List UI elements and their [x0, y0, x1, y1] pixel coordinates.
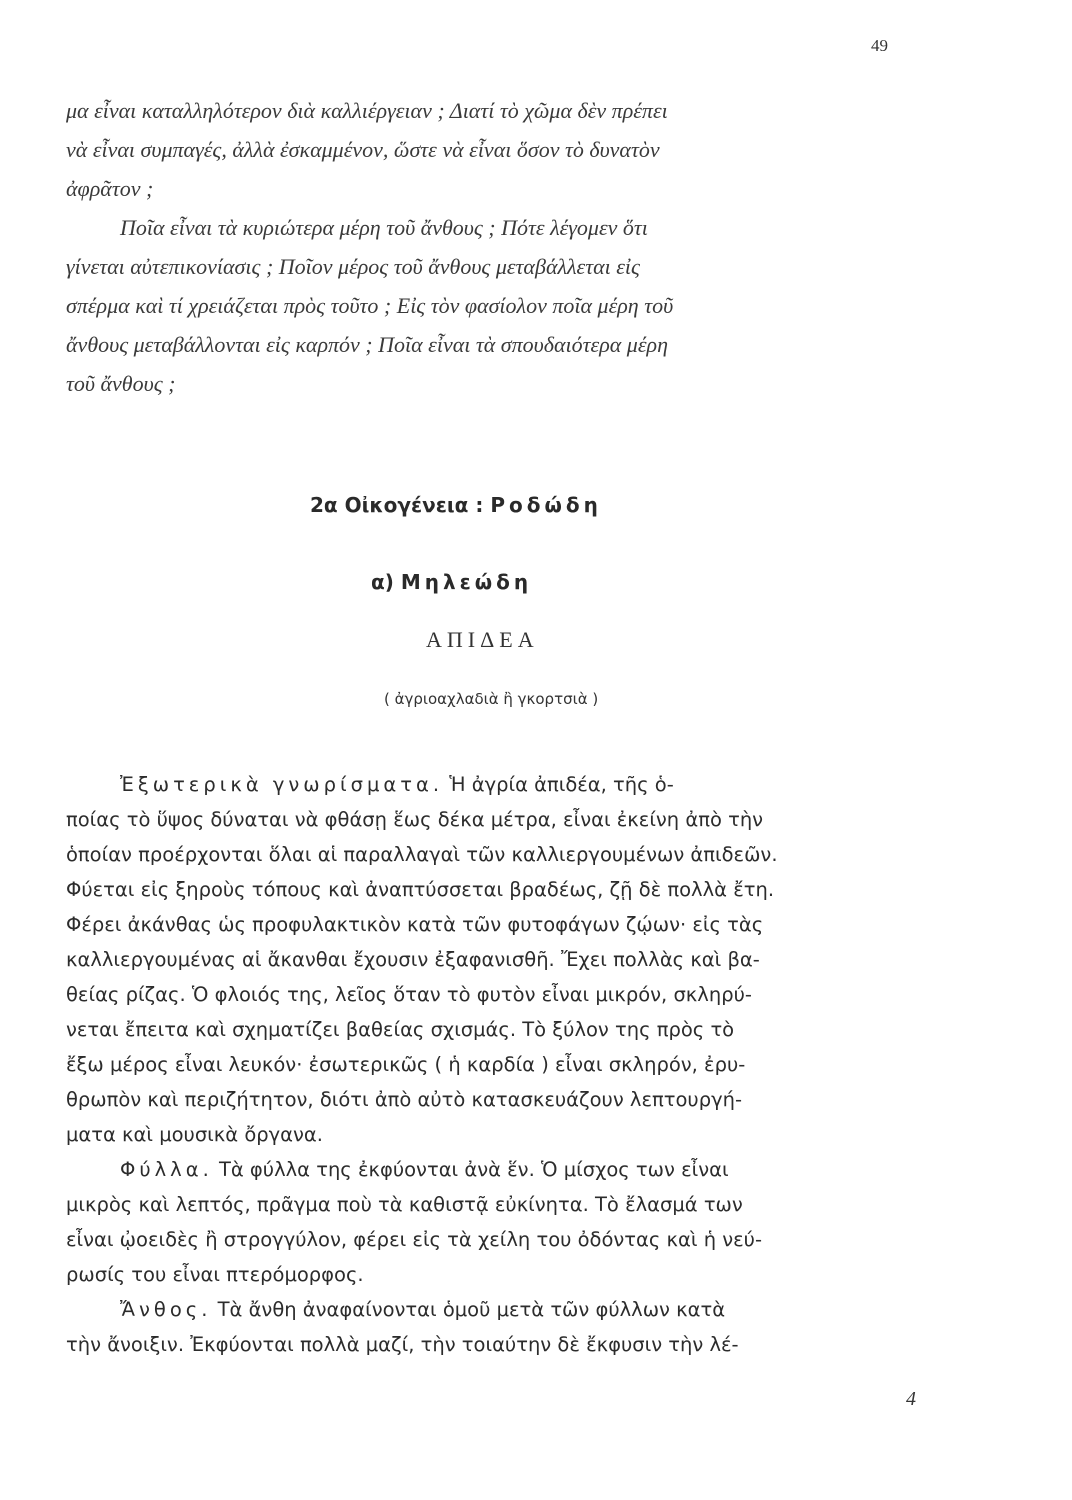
text-line: θρωπὸν καὶ περιζήτητον, διότι ἀπὸ αὐτὸ κατασκευάζουν λεπτουργή- [66, 1088, 743, 1111]
text-line: γίνεται αὐτεπικονίασις ; Ποῖον μέρος τοῦ ἄνθους μεταβάλλεται εἰς [66, 254, 640, 279]
subfamily-heading [371, 570, 532, 594]
text-line: τοῦ ἄνθους ; [66, 371, 176, 396]
text-line: ἔξω μέρος εἶναι λευκόν· ἐσωτερικῶς ( ἡ καρδία ) εἶναι σκληρόν, ἐρυ- [66, 1053, 746, 1076]
family-label: 2α Οἰκογένεια : [310, 493, 484, 517]
subfamily-name: Μηλεώδη [400, 570, 533, 594]
page-number: 49 [871, 36, 888, 55]
text-line: ἀφρᾶτον ; [66, 176, 154, 201]
external-features-heading: Ἐξωτερικὰ γνωρίσματα. [120, 773, 444, 796]
text-segment: Ἡ ἀγρία ἀπιδέα, τῆς ὁ- [443, 773, 674, 796]
family-name: Ροδώδη [490, 493, 602, 517]
text-segment: Τὰ φύλλα της ἐκφύονται ἀνὰ ἕν. Ὁ μίσχος των εἶναι [212, 1158, 729, 1181]
text-line: μικρὸς καὶ λεπτός, πρᾶγμα ποὺ τὰ καθιστᾷ εὐκίνητα. Τὸ ἔλασμά των [66, 1193, 743, 1216]
flower-heading: Ἄνθος. [120, 1298, 212, 1321]
text-line: Ποῖα εἶναι τὰ κυριώτερα μέρη τοῦ ἄνθους ; Πότε λέγομεν ὅτι [120, 215, 648, 240]
text-line: ματα καὶ μουσικὰ ὄργανα. [66, 1123, 323, 1146]
text-line: μα εἶναι καταλληλότερον διὰ καλλιέργειαν ; Διατί τὸ χῶμα δὲν πρέπει [66, 98, 668, 123]
family-heading [0, 493, 1072, 517]
text-line: ρωσίς του εἶναι πτερόμορφος. [66, 1263, 364, 1286]
text-line: ὁποίαν προέρχονται ὅλαι αἱ παραλλαγαὶ τῶν καλλιεργουμένων ἀπιδεῶν. [66, 843, 778, 866]
text-line: Φέρει ἀκάνθας ὡς προφυλακτικὸν κατὰ τῶν φυτοφάγων ζῴων· εἰς τὰς [66, 913, 764, 936]
common-names: ( ἀγριοαχλαδιὰ ἢ γκορτσιὰ ) [384, 690, 599, 708]
text-line: καλλιεργουμένας αἱ ἄκανθαι ἔχουσιν ἐξαφανισθῆ. Ἔχει πολλὰς καὶ βα- [66, 948, 760, 971]
text-line: Φύεται εἰς ξηροὺς τόπους καὶ ἀναπτύσσεται βραδέως, ζῇ δὲ πολλὰ ἔτη. [66, 878, 775, 901]
text-line: θείας ρίζας. Ὁ φλοιός της, λεῖος ὅταν τὸ φυτὸν εἶναι μικρόν, σκληρύ- [66, 983, 752, 1006]
text-line: ποίας τὸ ὕψος δύναται νὰ φθάσῃ ἕως δέκα μέτρα, εἶναι ἐκείνη ἀπὸ τὴν [66, 808, 764, 831]
text-line: σπέρμα καὶ τί χρειάζεται πρὸς τοῦτο ; Εἰς τὸν φασίολον ποῖα μέρη τοῦ [66, 293, 674, 318]
text-line [120, 1298, 725, 1321]
text-line: νεται ἔπειτα καὶ σχηματίζει βαθείας σχισμάς. Τὸ ξύλον της πρὸς τὸ [66, 1018, 735, 1041]
text-segment: Τὰ ἄνθη ἀναφαίνονται ὁμοῦ μετὰ τῶν φύλλων κατὰ [211, 1298, 726, 1321]
text-line: τὴν ἄνοιξιν. Ἐκφύονται πολλὰ μαζί, τὴν τοιαύτην δὲ ἔκφυσιν τὴν λέ- [66, 1333, 739, 1356]
sheet-signature: 4 [906, 1388, 916, 1410]
leaves-heading: Φύλλα. [120, 1158, 213, 1181]
text-line: νὰ εἶναι συμπαγές, ἀλλὰ ἐσκαμμένον, ὥστε νὰ εἶναι ὅσον τὸ δυνατὸν [66, 137, 660, 162]
species-title: ΑΠΙΔΕΑ [426, 627, 539, 652]
text-line [120, 1158, 729, 1181]
text-line: ἄνθους μεταβάλλονται εἰς καρπόν ; Ποῖα εἶναι τὰ σπουδαιότερα μέρη [66, 332, 668, 357]
text-line [120, 773, 674, 796]
text-line: εἶναι ᾠοειδὲς ἢ στρογγύλον, φέρει εἰς τὰ χείλη του ὀδόντας καὶ ἡ νεύ- [66, 1228, 763, 1251]
subfamily-label: α) [371, 570, 394, 594]
